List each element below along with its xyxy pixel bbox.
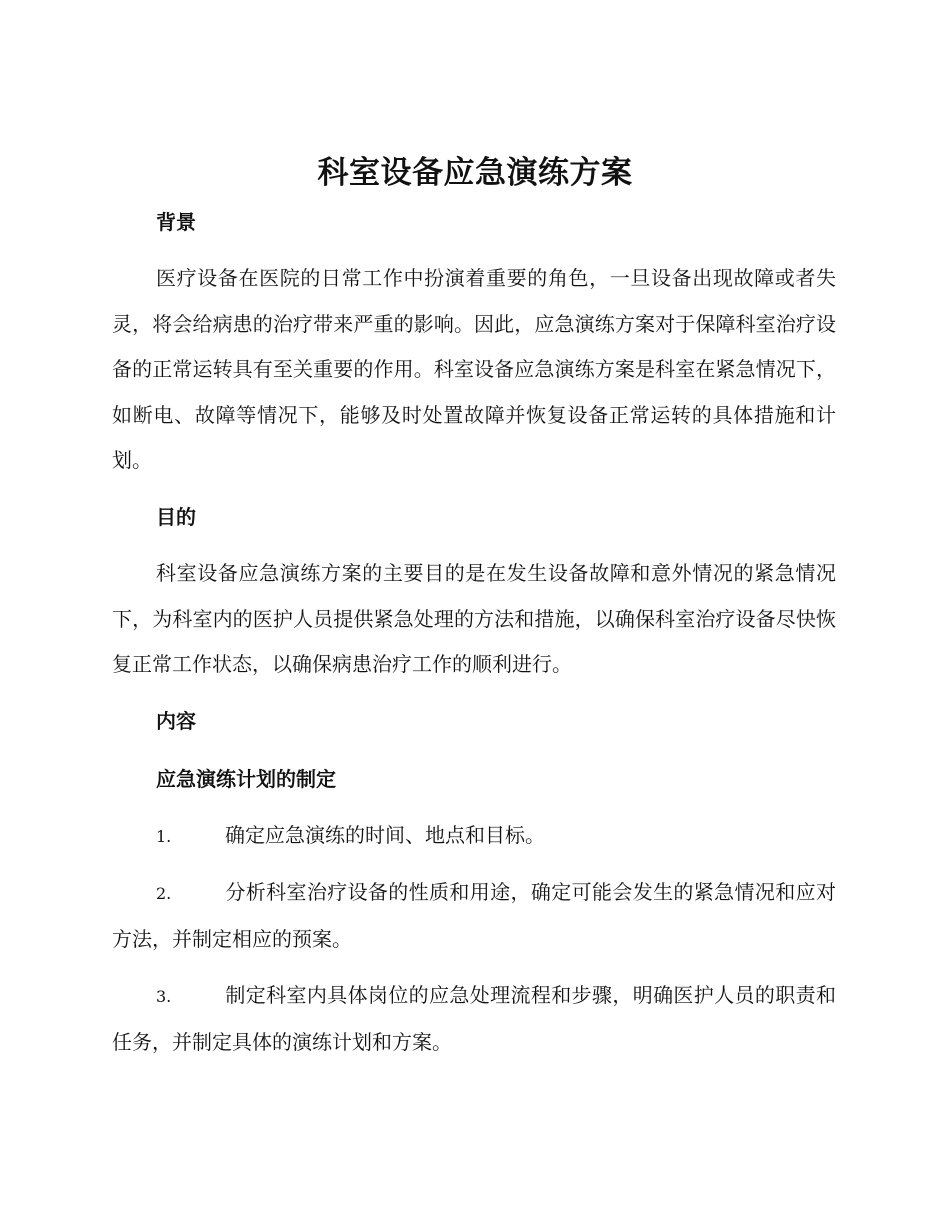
list-item: [112, 813, 836, 860]
section-heading-purpose: 目的: [156, 505, 196, 529]
list-item-number: 3.: [156, 987, 172, 1006]
document-title: 科室设备应急演练方案: [317, 155, 633, 191]
list-item-number: 2.: [156, 884, 172, 903]
section-paragraph-purpose: 科室设备应急演练方案的主要目的是在发生设备故障和意外情况的紧急情况下，为科室内的医护人员提供紧急处理的方法和措施，以确保科室治疗设备尽快恢复正常工作状态，以确保病患治疗工作的顺利进行。: [112, 561, 836, 676]
list-item-text: 制定科室内具体岗位的应急处理流程和步骤，明确医护人员的职责和任务，并制定具体的演练计划和方案。: [112, 983, 836, 1054]
section-heading-plan: 应急演练计划的制定: [156, 767, 336, 791]
section-heading-content: 内容: [156, 709, 196, 733]
list-item-text: 分析科室治疗设备的性质和用途，确定可能会发生的紧急情况和应对方法，并制定相应的预案。: [112, 880, 836, 951]
section-heading-background: 背景: [156, 210, 196, 234]
list-item: [112, 973, 836, 1065]
list-item-text: 确定应急演练的时间、地点和目标。: [225, 823, 545, 847]
section-paragraph-background: 医疗设备在医院的日常工作中扮演着重要的角色，一旦设备出现故障或者失灵，将会给病患的治疗带来严重的影响。因此，应急演练方案对于保障科室治疗设备的正常运转具有至关重要的作用。科室设备应急演练方案是科室在紧急情况下，如断电、故障等情况下，能够及时处置故障并恢复设备正常运转的具体措施和计划。: [112, 266, 836, 472]
list-item: [112, 870, 836, 962]
list-item-number: 1.: [156, 827, 172, 846]
